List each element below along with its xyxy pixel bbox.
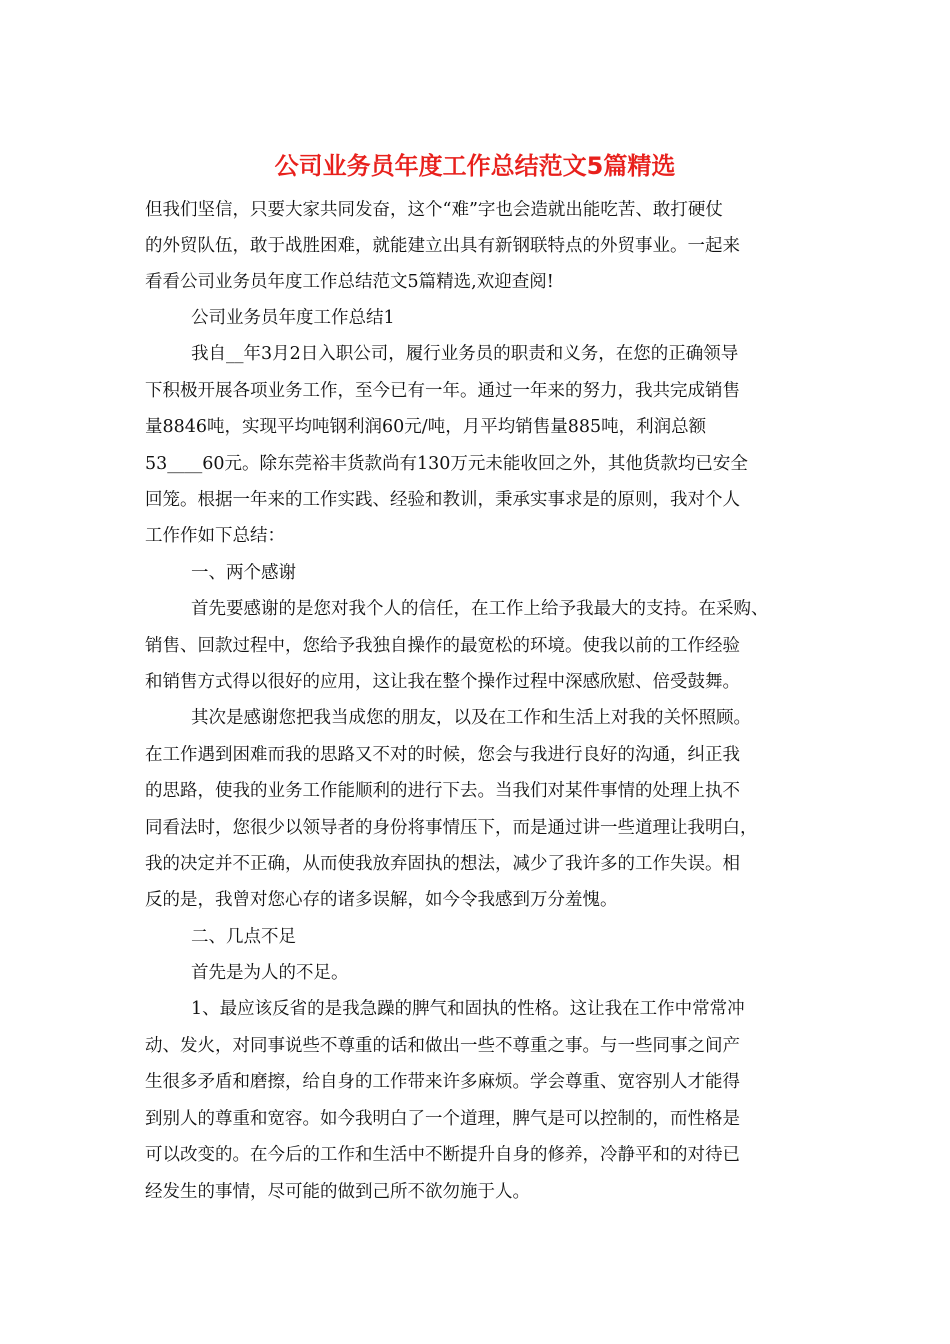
text-line: 其次是感谢您把我当成您的朋友，以及在工作和生活上对我的关怀照顾。 [191,708,751,728]
text-line: 回笼。根据一年来的工作实践、经验和教训，秉承实事求是的原则，我对个人 [145,490,740,510]
text-line: 反的是，我曾对您心存的诸多误解，如今令我感到万分羞愧。 [145,890,618,910]
text-line: 可以改变的。在今后的工作和生活中不断提升自身的修养，冷静平和的对待已 [145,1145,740,1165]
document-title: 公司业务员年度工作总结范文5篇精选 [274,152,676,180]
text-line: 动、发火，对同事说些不尊重的话和做出一些不尊重之事。与一些同事之间产 [145,1036,740,1056]
text-line: 和销售方式得以很好的应用，这让我在整个操作过程中深感欣慰、倍受鼓舞。 [145,672,740,692]
text-line: 53____60元。除东莞裕丰货款尚有130万元未能收回之外，其他货款均已安全 [145,454,748,474]
section-heading: 公司业务员年度工作总结1 [191,308,395,328]
text-line: 看看公司业务员年度工作总结范文5篇精选,欢迎查阅! [145,272,554,292]
section-heading: 二、几点不足 [191,927,296,947]
text-line: 的思路，使我的业务工作能顺利的进行下去。当我们对某件事情的处理上执不 [145,781,740,801]
text-line: 首先是为人的不足。 [191,963,349,983]
text-line: 到别人的尊重和宽容。如今我明白了一个道理，脾气是可以控制的，而性格是 [145,1109,740,1129]
text-line: 我自__年3月2日入职公司，履行业务员的职责和义务，在您的正确领导 [191,344,739,364]
text-line: 销售、回款过程中，您给予我独自操作的最宽松的环境。使我以前的工作经验 [145,636,740,656]
text-line: 经发生的事情，尽可能的做到己所不欲勿施于人。 [145,1182,530,1202]
text-line: 的外贸队伍，敢于战胜困难，就能建立出具有新钢联特点的外贸事业。一起来 [145,236,740,256]
text-line: 但我们坚信，只要大家共同发奋，这个“难”字也会造就出能吃苦、敢打硬仗 [145,200,723,220]
text-line: 同看法时，您很少以领导者的身份将事情压下，而是通过讲一些道理让我明白， [145,818,758,838]
text-line: 生很多矛盾和磨擦，给自身的工作带来许多麻烦。学会尊重、宽容别人才能得 [145,1072,740,1092]
text-line: 下积极开展各项业务工作，至今已有一年。通过一年来的努力，我共完成销售 [145,381,740,401]
text-line: 量8846吨，实现平均吨钢利润60元/吨，月平均销售量885吨，利润总额 [145,417,707,437]
text-line: 我的决定并不正确，从而使我放弃固执的想法，减少了我许多的工作失误。相 [145,854,740,874]
section-heading: 一、两个感谢 [191,563,296,583]
text-line: 首先要感谢的是您对我个人的信任，在工作上给予我最大的支持。在采购、 [191,599,769,619]
text-line: 在工作遇到困难而我的思路又不对的时候，您会与我进行良好的沟通，纠正我 [145,745,740,765]
text-line: 1、最应该反省的是我急躁的脾气和固执的性格。这让我在工作中常常冲 [191,999,745,1019]
text-line: 工作作如下总结： [145,526,285,546]
